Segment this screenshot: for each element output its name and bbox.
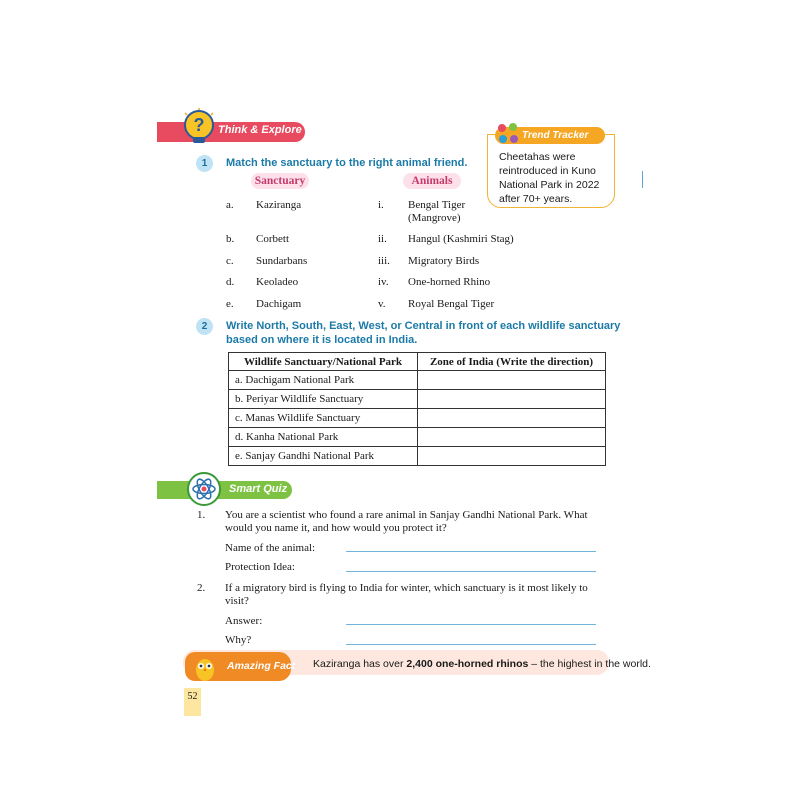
sanctuary-name: Corbett [256,233,289,245]
colored-dots-icon [495,121,521,147]
answer-cell[interactable] [418,371,606,390]
row-letter: d. [226,276,235,288]
animal-name: Bengal Tiger [408,199,466,211]
row-roman: iv. [378,276,389,288]
trend-tracker-title: Trend Tracker [522,130,589,141]
table-row [229,390,606,409]
answer-line[interactable] [346,624,596,625]
animal-name: Royal Bengal Tiger [408,298,495,310]
quiz-question-number: 1. [197,509,206,521]
sanctuary-cell: e. Sanjay Gandhi National Park [229,447,418,466]
smart-quiz-title: Smart Quiz [229,483,288,495]
row-roman: i. [378,199,384,211]
row-roman: ii. [378,233,387,245]
question-number-badge: 1 [196,155,213,172]
owl-icon [190,652,220,684]
amazing-fact-title: Amazing Fact [227,660,296,672]
table-row [229,371,606,390]
table-row [229,428,606,447]
atom-icon [186,471,222,507]
answer-label: Protection Idea: [225,561,295,573]
sanctuary-cell: a. Dachigam National Park [229,371,418,390]
answer-label: Name of the animal: [225,542,316,554]
quiz-question-number: 2. [197,582,206,594]
think-explore-title: Think & Explore [218,124,302,136]
row-letter: e. [226,298,234,310]
column-header-sanctuary: Sanctuary [251,173,309,189]
sanctuary-name: Dachigam [256,298,302,310]
row-roman: v. [378,298,386,310]
question-number-badge: 2 [196,318,213,335]
column-header-animals: Animals [403,173,461,189]
zone-table [228,352,606,466]
table-row [229,409,606,428]
answer-line[interactable] [346,571,596,572]
animal-name: Hangul (Kashmiri Stag) [408,233,514,245]
answer-line[interactable] [346,644,596,645]
quiz-question-text: You are a scientist who found a rare animal in Sanjay Gandhi National Park. What would you name it, and how would you protect it? [225,509,588,534]
answer-cell[interactable] [418,428,606,447]
sanctuary-name: Sundarbans [256,255,308,267]
row-letter: c. [226,255,234,267]
quiz-question-text: If a migratory bird is flying to India for winter, which sanctuary is it most likely to visit? [225,582,588,607]
sanctuary-cell: d. Kanha National Park [229,428,418,447]
sanctuary-cell: b. Periyar Wildlife Sanctuary [229,390,418,409]
animal-name-continued: (Mangrove) [408,212,461,224]
answer-label: Why? [225,634,252,646]
svg-text:?: ? [193,115,205,135]
sanctuary-name: Kaziranga [256,199,302,211]
answer-cell[interactable] [418,409,606,428]
table-header: Wildlife Sanctuary/National Park [229,353,418,371]
animal-name: Migratory Birds [408,255,480,267]
amazing-fact-text: Kaziranga has over 2,400 one-horned rhinos – the highest in the world. [313,658,651,670]
sanctuary-cell: c. Manas Wildlife Sanctuary [229,409,418,428]
animal-name: One-horned Rhino [408,276,491,288]
answer-label: Answer: [225,615,263,627]
answer-line[interactable] [346,551,596,552]
lightbulb-question-icon [182,108,216,146]
table-header: Zone of India (Write the direction) [418,353,606,371]
table-row [229,447,606,466]
row-roman: iii. [378,255,390,267]
answer-cell[interactable] [418,447,606,466]
sanctuary-name: Keoladeo [256,276,299,288]
row-letter: a. [226,199,234,211]
table-header-row [229,353,606,371]
page-number: 52 [184,688,201,716]
answer-cell[interactable] [418,390,606,409]
question-prompt: Write North, South, East, West, or Central in front of each wildlife sanctuary based on where it is located in India. [226,320,621,346]
row-letter: b. [226,233,235,245]
trend-tracker-text: Cheetahas were reintroduced in Kuno National Park in 2022 after 70+ years. [499,151,600,205]
question-prompt: Match the sanctuary to the right animal friend. [226,157,468,169]
margin-mark [642,171,643,188]
